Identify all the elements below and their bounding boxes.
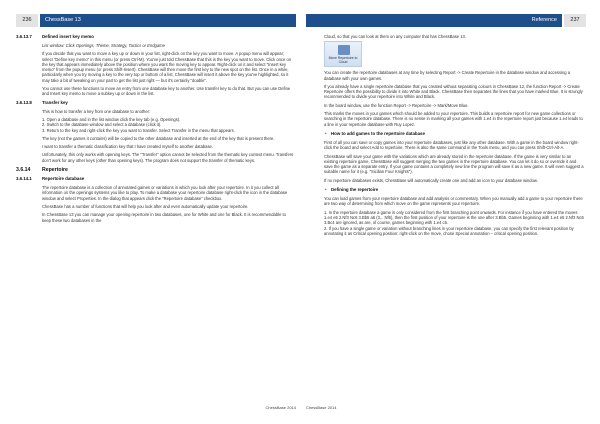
list-item: 1. Open a database and in the list window click the key tab (e.g. Openings). bbox=[42, 116, 181, 122]
paragraph: In the board window, use the function Report -> Repertoire -> Mark/Move Blue. bbox=[324, 102, 469, 108]
paragraph: I want to transfer a thematic classification key that I have created myself to another database. bbox=[42, 144, 214, 150]
section-number: 3.6.13.7 bbox=[16, 34, 32, 39]
left-page-header bbox=[16, 14, 296, 27]
section-heading bbox=[16, 176, 296, 182]
section-number: 3.6.14 bbox=[16, 167, 31, 174]
section-number: 3.6.14.1 bbox=[16, 176, 32, 182]
header-title: ChessBase 13 bbox=[40, 14, 296, 27]
paragraph: Cloud, so that you can look at them on any computer that has ChessBase 13. bbox=[324, 34, 467, 39]
database-icon bbox=[338, 45, 350, 55]
page-footer: ChessBase 2014 bbox=[265, 405, 296, 410]
paragraph: The repertoire database is a collection of annotated games or variations in which you look after your repertoire. In it you collect all information on the openings systems you like to play. To make a database your repertoire database right-click the icon in the database window and select Properties. In the dialog that appears click the "Repertoire database" checkbox. bbox=[42, 185, 288, 201]
header-title: Reference bbox=[306, 14, 562, 27]
cloud-repertoire-icon bbox=[324, 41, 362, 67]
right-page bbox=[306, 14, 586, 410]
paragraph: You can load games from your repertoire database and add analysis or commentary. When you manually add a game to your repertoire there are two way of determining from which move on the game represents your repertoire. bbox=[324, 196, 583, 207]
section-heading bbox=[16, 99, 296, 106]
right-page-header bbox=[306, 14, 586, 27]
subheading-label: How to add games to the repertoire database bbox=[331, 130, 425, 136]
paragraph: This is how to transfer a key from one database to another: bbox=[42, 108, 151, 114]
paragraph: The key (not the games it contains) will be copied to the other database and inserted at the end of the key that is present there. bbox=[42, 135, 275, 141]
section-number: 3.6.13.8 bbox=[16, 99, 32, 105]
left-page-body bbox=[16, 31, 296, 223]
page-number: 237 bbox=[564, 14, 586, 27]
list-item: 2. If you have a single game or variation without branching lines in your repertoire database, you can specify the first relevant position by annotating it as Critical opening position: right-click on the move, chose Special annotation – critical opening position. bbox=[324, 225, 574, 236]
section-title: Transfer key bbox=[42, 99, 68, 105]
section-title: Repertoire database bbox=[42, 176, 85, 182]
page-footer: ChessBase 2014 bbox=[306, 405, 337, 410]
numbered-list bbox=[24, 117, 296, 133]
paragraph: In ChessBase 13 you can manage your opening repertoire in two databases, one for White and one for Black. It is recommendable to keep these two databases in the bbox=[42, 212, 286, 223]
icon-caption: Move Repertoire to Cloud bbox=[328, 56, 358, 65]
list-item: 1. In the repertoire database a game is only considered from the first branching point onwards. For instance if you have entered the moves 1.e4 e5 2.Nf3 Nc6 3.Bb5 a6 (3... Nf6), then the first position of your repertoire is the one after 3.Bb5. Games beginning with 1.e4 e5 2.Nf3 Nc6 3.Bc4 are ignored, as are, of course, games beginning with 1.e4 c5. bbox=[324, 209, 584, 226]
subheading-label: Defining the repertoire bbox=[331, 187, 379, 193]
paragraph: This marks the moves in your games which should be added to your repertoire. This builds a repertoire report for new game collections or searching in the repertoire database. There is no sense in marking all your games with 1.e4 in the repertoire report just because 1.e4 leads to a line in your repertoire database with Ruy Lopez. bbox=[324, 111, 583, 127]
bullet-icon: • bbox=[325, 130, 327, 136]
numbered-list bbox=[312, 210, 586, 236]
paragraph: ChessBase will save your game with the variations which are already stored in the repertoire database. If the game is very similar to an existing repertoire game, ChessBase will suggest merging the two games in the repertoire database. You can let it do so or override it and save the game as a separate entry. If your game contains a completely new line the program will save it as a new game. It will even suggest a suitable name for it (e.g. "Sicilian Four Knights"). bbox=[324, 153, 584, 175]
paragraph: First of all you can save or copy games into your repertoire databases, just like any other database. With a game in the board window right-click the board and select Add to repertoire. There is also the same command in the Tools menu, and you can press Shift-Ctrl-Alt-A. bbox=[324, 139, 579, 151]
subheading bbox=[312, 187, 586, 193]
paragraph: List window: Click Openings, Theme, Strategy, Tactics or Endgame bbox=[42, 43, 165, 48]
section-title: Defined insert key memo bbox=[42, 34, 94, 39]
page-number: 236 bbox=[16, 14, 38, 27]
paragraph: ChessBase has a number of functions that will help you look after and even automatically update your repertoire. bbox=[42, 203, 249, 209]
section-title: Repertoire bbox=[42, 167, 68, 174]
section-heading bbox=[16, 34, 296, 40]
paragraph: You cannot use these functions to move an entry from one database key to another. Use transfer key to do that. But you can use Define and Insert key memo to move a subkey up or down in the list. bbox=[42, 86, 291, 97]
bullet-icon: • bbox=[325, 187, 327, 193]
paragraph: If no repertoire databases exists, ChessBase will automatically create one and add an icon to your database window. bbox=[324, 177, 538, 183]
right-page-body bbox=[306, 31, 586, 236]
paragraph: If you decide that you want to move a key up or down in your list, right-click on the key you want to move. A popup menu will appear; select "Define key memo" in this menu (or press Ctrl-M). You've just told ChessBase that this is the key you want to move. Click once on the key that appears immediately above the position where you want the moving key to appear. Right-click on it and select "Insert key memo" from the popup menu (or press Shift-Insert). ChessBase will then move the first key to the new spot on the list. Once in a while, particularly when you try moving a key to the very top or bottom of a list, ChessBase will insert it above the key you've highlighted, so it may take a bit of tweaking on your part to get the list just right — but it's certainly "doable". bbox=[42, 51, 292, 83]
list-item: 3. Return to the key and right-click the key you want to transfer. Select Transfer in the menu that appears. bbox=[42, 127, 235, 133]
list-item: 2. Switch to the database window and select a database (click it). bbox=[42, 122, 162, 128]
paragraph: Unfortunately, this only works with opening keys. The "Transfer" option cannot be selected from the thematic key context menu. Transfers don't work for any other keys (other than opening keys). The program does not support the transfer of thematic keys. bbox=[42, 152, 294, 163]
paragraph: You can create the repertoire databases at any time by selecting Report -> Create Repertoire in the database window and accessing a database with your own games. bbox=[324, 70, 571, 81]
paragraph: If you already have a single repertoire database that you created without separating colours in ChessBase 12, the function Report -> Create Repertoire offers the possibility to divide it into White and Black. ChessBase then separates the lines that you have marked Blue. It is strongly recommended to divide your repertoire into White and Black. bbox=[324, 83, 583, 100]
subheading bbox=[312, 131, 586, 137]
section-heading bbox=[16, 167, 296, 174]
left-page bbox=[16, 14, 296, 410]
